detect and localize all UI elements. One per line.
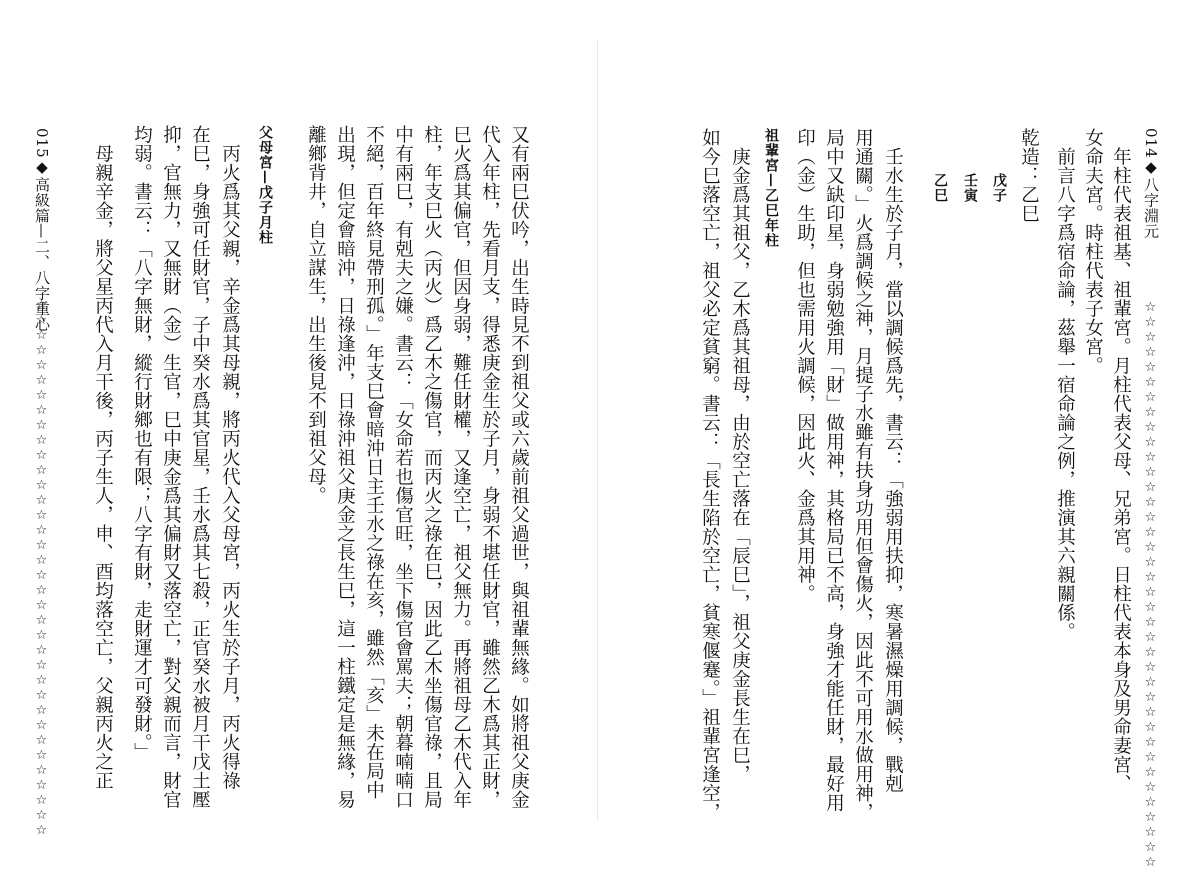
- page-number: 015: [33, 128, 51, 159]
- text-line: 離鄉背井，自立謀生，出生後見不到祖父母。: [305, 125, 327, 505]
- page-015: [0, 0, 598, 861]
- text-line: 巳火爲其偏官，但因身弱，難任財權，又逢空亡，祖父無力。再將祖母乙木代入年: [450, 125, 472, 809]
- text-line: 在巳，身強可任財官，子中癸水爲其官星，壬水爲其七殺，正官癸水被月干戊土壓: [189, 125, 211, 809]
- chapter-title: 高級篇—二、八字重心: [33, 176, 51, 332]
- text-line: 又有兩巳伏吟，出生時見不到祖父或六歲前祖父過世，與祖輩無緣。如將祖父庚金: [508, 125, 530, 809]
- text-line: 中有兩巳，有剋夫之嫌。書云：「女命若也傷官旺，坐下傷官會罵夫；朝暮喃喃口: [392, 125, 414, 809]
- text-line: 壬寅: [962, 128, 978, 203]
- text-line: 前言八字爲宿命論，茲舉一宿命論之例，推演其六親關係。: [1054, 128, 1076, 641]
- text-line: 柱，年支巳火（丙火）爲乙木之傷官，而丙火之祿在巳，因此乙木坐傷官祿，且局: [421, 125, 443, 809]
- diamond-icon: ◆: [1142, 158, 1160, 177]
- text-line: 乾造：乙巳: [1018, 128, 1040, 223]
- text-line: 不絕，百年終見帶刑孤。」年支巳會暗沖日主壬水之祿在亥，雖然「亥」未在局中: [363, 125, 385, 800]
- text-line: 母親辛金，將父星丙代入月干後，丙子生人，申、酉均落空亡，父親丙火之正: [92, 125, 114, 790]
- book-title: 八字淵元: [1142, 176, 1160, 239]
- star-border-right: ☆☆☆☆☆☆☆☆☆☆☆☆☆☆☆☆☆☆☆☆☆☆☆☆☆☆☆☆☆☆☆☆☆☆☆☆☆☆: [1143, 300, 1158, 870]
- text-line: 局中又缺印星，身弱勉強用「財」做用神，其格局已不高，身強才能任財，最好用: [823, 128, 845, 812]
- diamond-icon: ◆: [33, 158, 51, 177]
- text-line: 女命夫宮。時柱代表子女宮。: [1082, 128, 1104, 375]
- running-header-right: [1143, 128, 1158, 239]
- text-line: 庚金爲其祖父，乙木爲其祖母，由於空亡落在「辰巳」，祖父庚金長生在巳，: [729, 128, 751, 784]
- text-line: 年柱代表祖基、祖輩宮。月柱代表父母、兄弟宮。日柱代表本身及男命妻宮、: [1110, 128, 1132, 793]
- text-line: 乙巳: [932, 128, 948, 203]
- section-heading: 父母宮—戊子月柱: [257, 125, 273, 245]
- text-line: 丙火爲其父親，辛金爲其母親，將丙火代入父母宮，丙火生於子月，丙火得祿: [219, 125, 241, 790]
- text-line: 壬水生於子月，當以調候爲先，書云：「強弱用扶抑，寒暑濕燥用調候，戰剋: [882, 128, 904, 793]
- text-line: 抑，官無力，又無財（金）生官，巳中庚金爲其偏財又落空亡，對父親而言，財官: [160, 125, 182, 809]
- text-line: 戊子: [991, 128, 1007, 203]
- text-line: 如今巳落空亡，祖父必定貧窮。書云：「長生陷於空亡，貧寒偃蹇。」祖輩宮逢空，: [699, 128, 721, 822]
- page-number: 014: [1142, 128, 1160, 159]
- star-border-left: ☆☆☆☆☆☆☆☆☆☆☆☆☆☆☆☆☆☆☆☆☆☆☆☆☆☆☆☆☆☆☆☆☆☆☆☆: [34, 298, 49, 838]
- section-heading: 祖輩宮—乙巳年柱: [763, 128, 779, 248]
- text-line: 代入年柱，先看月支，得悉庚金生於子月，身弱不堪任財官，雖然乙木爲其正財，: [479, 125, 501, 809]
- text-line: 印（金）生助，但也需用火調候，因此火、金爲其用神。: [794, 128, 816, 603]
- text-line: 均弱。書云：「八字無財，縱行財鄉也有限；八字有財，走財運才可發財。」: [131, 125, 153, 762]
- text-line: 出現，但定會暗沖，日祿逢沖，日祿沖祖父庚金之長生巳，這一柱鐵定是無緣，易: [334, 125, 356, 809]
- text-line: 用通關。」火爲調候之神，月提子水雖有扶身功用但會傷火，因此不可用水做用神，: [852, 128, 874, 822]
- page-014: [600, 0, 1199, 870]
